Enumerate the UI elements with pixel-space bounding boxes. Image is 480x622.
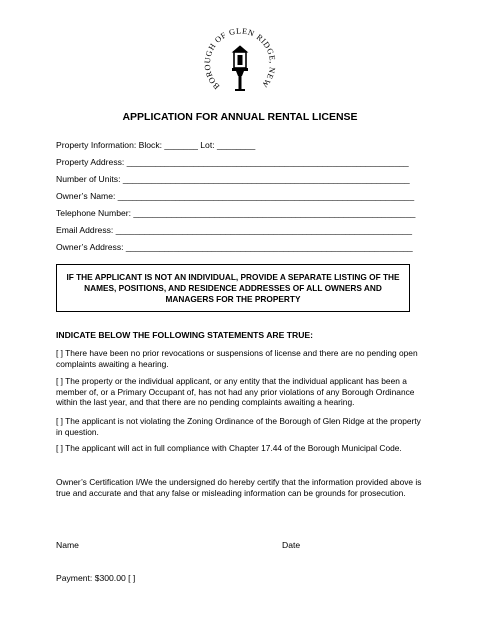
owners-name-field[interactable]: Owner’s Name: ______________________________________________________________ (56, 191, 415, 201)
owners-address-field[interactable]: Owner’s Address: ____________________________________________________________ (56, 242, 413, 252)
statement-no-violations[interactable]: [ ] The property or the individual applicant, or any entity that the individual applicant has been a member of, or a Primary Occupant of, has not had any prior violations of any Borough Ordinance within the last year, and that there are no pending complaints awaiting a hearing. (56, 376, 415, 408)
statement-municipal-code[interactable]: [ ] The applicant will act in full compliance with Chapter 17.44 of the Borough Municipal Code. (56, 443, 402, 453)
statement-no-revocations[interactable]: [ ] There have been no prior revocations or suspensions of license and there are no pending open complaints awaiting a hearing. (56, 348, 418, 369)
statement-zoning-compliance[interactable]: [ ] The applicant is not violating the Zoning Ordinance of the Borough of Glen Ridge at the property in question. (56, 416, 421, 437)
payment-line[interactable]: Payment: $300.00 [ ] (56, 573, 136, 583)
statements-heading: INDICATE BELOW THE FOLLOWING STATEMENTS ARE TRUE: (56, 330, 313, 340)
property-information-field[interactable]: Property Information: Block: _______ Lot: ________ (56, 140, 256, 150)
page-title: APPLICATION FOR ANNUAL RENTAL LICENSE (122, 111, 358, 123)
email-address-field[interactable]: Email Address: ______________________________________________________________ (56, 225, 413, 235)
borough-seal (200, 22, 280, 102)
non-individual-notice (56, 264, 410, 312)
lamp-post-icon (232, 46, 248, 91)
name-label: Name (56, 540, 79, 550)
seal-text: BOROUGH OF GLEN RIDGE, NEW (202, 26, 278, 91)
telephone-number-field[interactable]: Telephone Number: ___________________________________________________________ (56, 208, 416, 218)
number-of-units-field[interactable]: Number of Units: ____________________________________________________________ (56, 174, 410, 184)
notice-text: IF THE APPLICANT IS NOT AN INDIVIDUAL, PROVIDE A SEPARATE LISTING OF THE NAMES, POSITIONS, AND RESIDENCE ADDRESSES OF ALL OWNERS AND MANAGERS FOR THE PROPERTY (66, 271, 400, 304)
date-label: Date (282, 540, 301, 550)
property-address-field[interactable]: Property Address: ___________________________________________________________ (56, 157, 409, 167)
owners-certification: Owner’s Certification I/We the undersigned do hereby certify that the information provided above is true and accurate and that any false or misleading information can be grounds for prosecution. (56, 477, 422, 498)
